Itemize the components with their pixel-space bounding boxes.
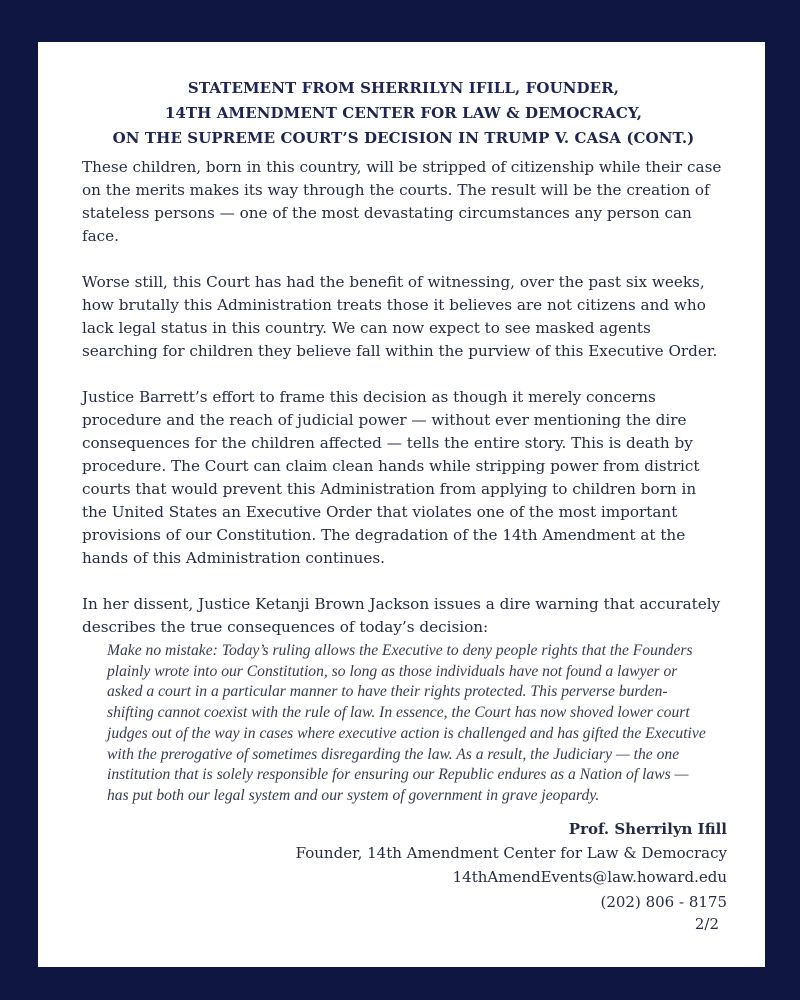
paragraph-stateless: These children, born in this country, will be stripped of citizenship while their case on the merits makes its way through the courts. The result will be the creation of stateless persons — one of the most devastating circumstances any person can face. <box>82 158 722 245</box>
signature-email: 14thAmendEvents@law.howard.edu <box>452 868 727 887</box>
signature-title: Founder, 14th Amendment Center for Law & Democracy <box>295 843 727 862</box>
statement-heading <box>82 76 725 151</box>
signature-phone: (202) 806 - 8175 <box>600 892 727 911</box>
heading-line-2: 14TH AMENDMENT CENTER FOR LAW & DEMOCRACY, <box>164 104 643 122</box>
heading-line-1: STATEMENT FROM SHERRILYN IFILL, FOUNDER, <box>187 79 620 97</box>
paragraph-dissent-intro: In her dissent, Justice Ketanji Brown Jackson issues a dire warning that accurately describes the true consequences of today’s decision: <box>82 595 721 636</box>
dissent-quote: Make no mistake: Today’s ruling allows the Executive to deny people rights that the Founders plainly wrote into our Constitution, so long as those individuals have not found a lawyer or asked a court in a particular manner to have their rights protected. This perverse burden-shifting cannot coexist with the rule of law. In essence, the Court has now shoved lower court judges out of the way in cases where executive action is challenged and has gifted the Executive with the prerogative of sometimes disregarding the law. As a result, the Judiciary — the one institution that is solely responsible for ensuring our Republic endures as a Nation of laws — has put both our legal system and our system of government in grave jeopardy. <box>107 642 706 804</box>
page-number: 2/2 <box>694 915 719 933</box>
signature-name: Prof. Sherrilyn Ifill <box>568 819 727 838</box>
paragraph-worse-still: Worse still, this Court has had the benefit of witnessing, over the past six weeks, how brutally this Administration treats those it believes are not citizens and who lack legal status in this country. We can now expect to see masked agents searching for children they believe fall within the purview of this Executive Order. <box>82 273 718 360</box>
statement-page <box>38 42 765 967</box>
paragraph-justice-barrett: Justice Barrett’s effort to frame this decision as though it merely concerns procedure and the reach of judicial power — without ever mentioning the dire consequences for the children affected — tells the entire story. This is death by procedure. The Court can claim clean hands while stripping power from district courts that would prevent this Administration from applying to children born in the United States an Executive Order that violates one of the most important provisions of our Constitution. The degradation of the 14th Amendment at the hands of this Administration continues. <box>82 388 700 567</box>
heading-line-3: ON THE SUPREME COURT’S DECISION IN TRUMP V. CASA (CONT.) <box>112 129 695 147</box>
signature-block <box>82 817 727 914</box>
